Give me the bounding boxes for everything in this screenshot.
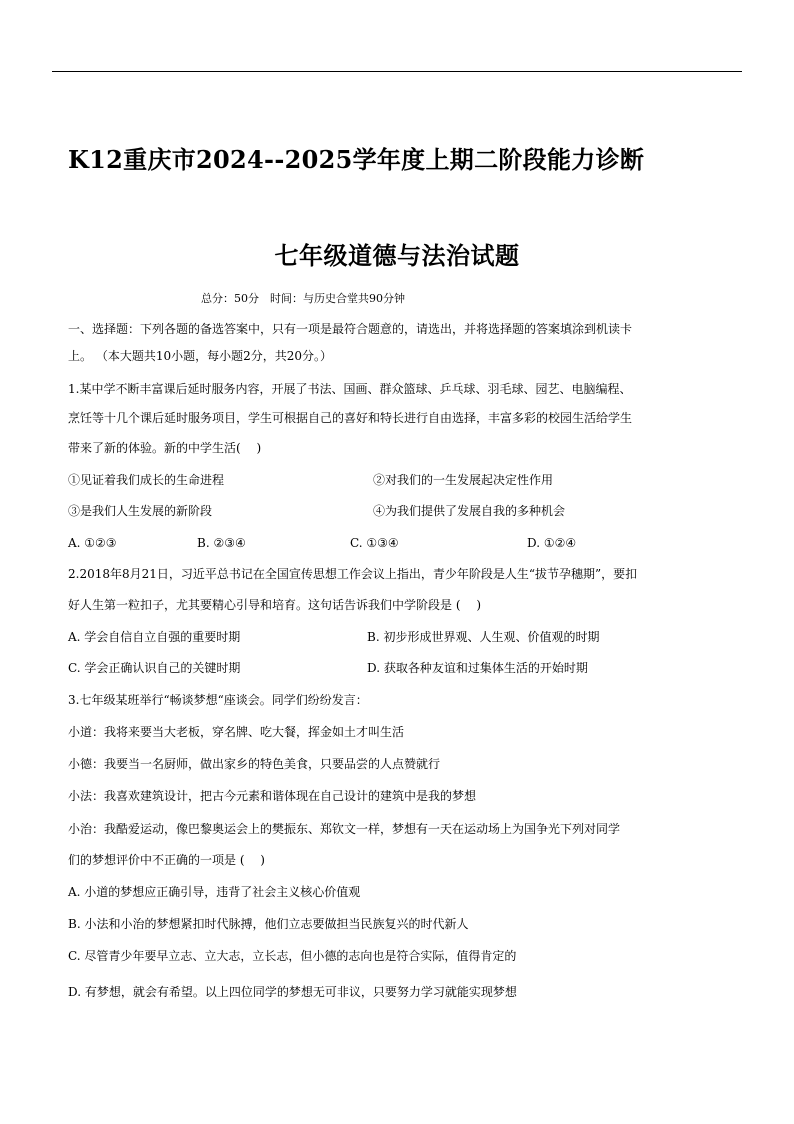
statement: ②对我们的一生发展起决定性作用 [373, 473, 554, 487]
question-stem: 带来了新的体验。新的中学生活( ) [68, 441, 262, 455]
answer-option: A. 学会自信自立自强的重要时期 [68, 630, 241, 644]
answer-option: D. ①②④ [527, 536, 577, 550]
answer-option: D. 获取各种友谊和过集体生活的开始时期 [367, 661, 588, 675]
answer-option: B. 初步形成世界观、人生观、价值观的时期 [367, 630, 600, 644]
speaker-line: 小道：我将来要当大老板，穿名牌、吃大餐，挥金如土才叫生活 [68, 725, 405, 739]
exam-meta: 总分：50分 时间：与历史合堂共90分钟 [201, 292, 405, 305]
question-stem: 好人生第一粒扣子，尤其要精心引导和培育。这句话告诉我们中学阶段是 ( ) [68, 598, 481, 612]
question-stem: 烹饪等十几个课后延时服务项目，学生可根据自己的喜好和特长进行自由选择，丰富多彩的校园生活给学生 [68, 411, 633, 425]
section-instruction: 上。 （本大题共10小题，每小题2分，共20分。） [68, 349, 332, 363]
answer-option: D. 有梦想，就会有希望。以上四位同学的梦想无可非议，只要努力学习就能实现梦想 [68, 985, 517, 999]
answer-option: C. 学会正确认识自己的关键时期 [68, 661, 241, 675]
answer-option: B. ②③④ [197, 536, 246, 550]
exam-title: K12重庆市2024--2025学年度上期二阶段能力诊断 [68, 145, 645, 174]
header-rule [52, 71, 742, 72]
statement: ③是我们人生发展的新阶段 [68, 504, 213, 518]
answer-option: C. ①③④ [350, 536, 399, 550]
question-stem: 们的梦想评价中不正确的一项是 ( ) [68, 853, 265, 867]
speaker-line: 小法：我喜欢建筑设计，把古今元素和谐体现在自己设计的建筑中是我的梦想 [68, 789, 477, 803]
exam-subtitle: 七年级道德与法治试题 [274, 241, 520, 270]
question-stem: 2.2018年8月21日，习近平总书记在全国宣传思想工作会议上指出，青少年阶段是人生“拔节孕穗期”，要扣 [68, 567, 638, 581]
question-stem: 1.某中学不断丰富课后延时服务内容，开展了书法、国画、群众篮球、乒乓球、羽毛球、园艺、电脑编程、 [68, 382, 632, 396]
answer-option: A. ①②③ [68, 536, 117, 550]
speaker-line: 小德：我要当一名厨师，做出家乡的特色美食，只要品尝的人点赞就行 [68, 757, 441, 771]
statement: ①见证着我们成长的生命进程 [68, 473, 225, 487]
question-stem: 3.七年级某班举行“畅谈梦想“座谈会。同学们纷纷发言： [68, 693, 368, 707]
answer-option: A. 小道的梦想应正确引导，违背了社会主义核心价值观 [68, 885, 361, 899]
speaker-line: 小治：我酷爱运动，像巴黎奥运会上的樊振东、郑钦文一样，梦想有一天在运动场上为国争光下列对同学 [68, 822, 621, 836]
section-instruction: 一、选择题：下列各题的备选答案中，只有一项是最符合题意的，请选出，并将选择题的答案填涂到机读卡 [68, 322, 633, 336]
answer-option: B. 小法和小治的梦想紧扣时代脉搏，他们立志要做担当民族复兴的时代新人 [68, 917, 469, 931]
answer-option: C. 尽管青少年要早立志、立大志，立长志，但小德的志向也是符合实际，值得肯定的 [68, 949, 517, 963]
statement: ④为我们提供了发展自我的多种机会 [373, 504, 566, 518]
